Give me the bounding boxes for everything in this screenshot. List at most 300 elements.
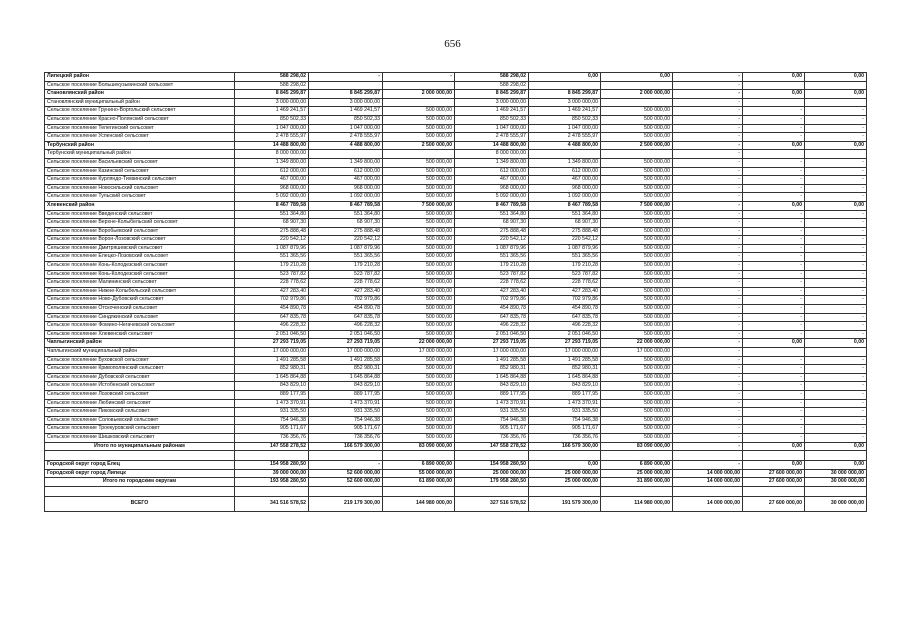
budget-table (44, 72, 867, 512)
value-cell-c9: - (805, 270, 867, 279)
value-cell-c9: 0,00 (805, 90, 867, 99)
value-cell-c5: 612 000,00 (529, 167, 601, 176)
table-row (45, 244, 867, 253)
value-cell-c7: - (673, 287, 743, 296)
value-cell-c5: 1 092 000,00 (529, 193, 601, 202)
value-cell-c7: - (673, 219, 743, 228)
value-cell-c8 (743, 98, 805, 107)
value-cell-c6: 114 980 000,00 (601, 496, 673, 511)
value-cell-c4: 1 491 285,58 (455, 356, 529, 365)
value-cell-c7: - (673, 176, 743, 185)
table-row (45, 433, 867, 442)
value-cell-c9: - (805, 167, 867, 176)
value-cell-c7: - (673, 124, 743, 133)
value-cell-c1: 702 979,86 (235, 296, 309, 305)
value-cell-c7: - (673, 442, 743, 451)
value-cell-c6: 500 000,00 (601, 356, 673, 365)
value-cell-c9 (805, 98, 867, 107)
value-cell-c3: 500 000,00 (383, 296, 455, 305)
value-cell-c9: - (805, 227, 867, 236)
value-cell-c2: 17 000 000,00 (309, 348, 383, 357)
value-cell-c8: 0,00 (743, 442, 805, 451)
value-cell-c2: 4 488 800,00 (309, 141, 383, 150)
table-row (45, 176, 867, 185)
value-cell-c9 (805, 348, 867, 357)
value-cell-c9: - (805, 210, 867, 219)
value-cell-c1: 931 335,50 (235, 408, 309, 417)
row-label-cell: Итого по муниципальным районам (45, 442, 235, 451)
row-label-cell: ВСЕГО (45, 496, 235, 511)
value-cell-c2: 3 000 000,00 (309, 98, 383, 107)
value-cell-c5: 427 283,40 (529, 287, 601, 296)
value-cell-c4: 588 298,02 (455, 73, 529, 82)
value-cell-c7: - (673, 279, 743, 288)
value-cell-c5: 889 177,95 (529, 390, 601, 399)
table-row (45, 236, 867, 245)
row-label-cell: Сельское поселение Тульский сельсовет (45, 193, 235, 202)
table-row (45, 158, 867, 167)
value-cell-c3: 500 000,00 (383, 322, 455, 331)
value-cell-c3: - (383, 73, 455, 82)
row-label-cell: Сельское поселение Ворон-Лозовский сельсовет (45, 236, 235, 245)
row-label-cell: Сельское поселение Любинский сельсовет (45, 399, 235, 408)
value-cell-c1: 427 283,40 (235, 287, 309, 296)
value-cell-c8: 0,00 (743, 339, 805, 348)
value-cell-c2: 702 979,86 (309, 296, 383, 305)
value-cell-c2: 850 502,33 (309, 115, 383, 124)
value-cell-c8: 0,00 (743, 73, 805, 82)
value-cell-c8: - (743, 356, 805, 365)
value-cell-c1: 1 469 241,57 (235, 107, 309, 116)
value-cell-c4: 327 516 578,52 (455, 496, 529, 511)
value-cell-c3: 500 000,00 (383, 365, 455, 374)
value-cell-c8 (743, 150, 805, 159)
value-cell-c2: 1 469 241,57 (309, 107, 383, 116)
value-cell-c8 (743, 451, 805, 461)
table-row (45, 408, 867, 417)
value-cell-c9: 0,00 (805, 442, 867, 451)
table-row (45, 262, 867, 271)
value-cell-c6: 500 000,00 (601, 287, 673, 296)
value-cell-c8: - (743, 322, 805, 331)
table-row (45, 98, 867, 107)
value-cell-c8: - (743, 382, 805, 391)
value-cell-c4: 467 000,00 (455, 176, 529, 185)
value-cell-c5: 1 349 800,00 (529, 158, 601, 167)
row-label-cell: Сельское поселение Фомино-Негачевский сельсовет (45, 322, 235, 331)
value-cell-c4: 852 980,31 (455, 365, 529, 374)
row-label-cell: Сельское поселение Конь-Колодезский сельсовет (45, 262, 235, 271)
value-cell-c9: - (805, 382, 867, 391)
value-cell-c9: - (805, 253, 867, 262)
value-cell-c1: 39 000 000,00 (235, 469, 309, 478)
value-cell-c9: - (805, 322, 867, 331)
value-cell-c8: - (743, 330, 805, 339)
value-cell-c3: 83 090 000,00 (383, 442, 455, 451)
value-cell-c1: 1 473 370,91 (235, 399, 309, 408)
row-label-cell: Сельское поселение Телегинский сельсовет (45, 124, 235, 133)
value-cell-c2: 179 210,28 (309, 262, 383, 271)
row-label-cell: Сельское поселение Васильевский сельсовет (45, 158, 235, 167)
table-row (45, 167, 867, 176)
value-cell-c5: 8 467 789,58 (529, 201, 601, 210)
row-label-cell: Чаплыгинский район (45, 339, 235, 348)
value-cell-c6: 2 000 000,00 (601, 90, 673, 99)
row-label-cell: Сельское поселение Курляндо-Тихвинский сельсовет (45, 176, 235, 185)
table-row (45, 193, 867, 202)
value-cell-c5 (529, 150, 601, 159)
value-cell-c3: 500 000,00 (383, 416, 455, 425)
value-cell-c5: 17 000 000,00 (529, 348, 601, 357)
value-cell-c6: 17 000 000,00 (601, 348, 673, 357)
value-cell-c7 (673, 451, 743, 461)
value-cell-c9: 0,00 (805, 73, 867, 82)
value-cell-c1: 1 047 000,00 (235, 124, 309, 133)
value-cell-c8: 27 600 000,00 (743, 478, 805, 487)
value-cell-c8: 27 600 000,00 (743, 469, 805, 478)
value-cell-c2: 467 000,00 (309, 176, 383, 185)
value-cell-c9: 0,00 (805, 339, 867, 348)
value-cell-c1: 341 516 578,52 (235, 496, 309, 511)
table-row (45, 451, 867, 461)
value-cell-c4: 427 283,40 (455, 287, 529, 296)
value-cell-c4: 8 000 000,00 (455, 150, 529, 159)
table-row (45, 442, 867, 451)
value-cell-c9: - (805, 425, 867, 434)
value-cell-c7: - (673, 236, 743, 245)
value-cell-c7: - (673, 313, 743, 322)
value-cell-c5: 1 047 000,00 (529, 124, 601, 133)
value-cell-c3: 500 000,00 (383, 253, 455, 262)
value-cell-c7: - (673, 296, 743, 305)
value-cell-c8: 0,00 (743, 141, 805, 150)
value-cell-c2: 228 778,62 (309, 279, 383, 288)
table-row (45, 356, 867, 365)
value-cell-c7: - (673, 322, 743, 331)
row-label-cell: Сельское поселение Новосильский сельсовет (45, 184, 235, 193)
value-cell-c8: - (743, 425, 805, 434)
value-cell-c2: 843 829,10 (309, 382, 383, 391)
table-row (45, 296, 867, 305)
value-cell-c1: 843 829,10 (235, 382, 309, 391)
value-cell-c7: - (673, 73, 743, 82)
value-cell-c2: 551 365,56 (309, 253, 383, 262)
value-cell-c8: - (743, 124, 805, 133)
value-cell-c6: 500 000,00 (601, 176, 673, 185)
value-cell-c3: 22 000 000,00 (383, 339, 455, 348)
budget-table-container (44, 72, 866, 512)
value-cell-c7: - (673, 373, 743, 382)
table-row (45, 339, 867, 348)
value-cell-c8 (743, 348, 805, 357)
value-cell-c7: - (673, 210, 743, 219)
value-cell-c2 (309, 150, 383, 159)
value-cell-c5: 8 845 299,87 (529, 90, 601, 99)
table-row (45, 425, 867, 434)
value-cell-c9: 30 000 000,00 (805, 496, 867, 511)
value-cell-c7: 14 000 000,00 (673, 469, 743, 478)
value-cell-c2: 27 293 719,05 (309, 339, 383, 348)
table-row (45, 348, 867, 357)
value-cell-c9 (805, 486, 867, 496)
value-cell-c4: 179 958 280,50 (455, 478, 529, 487)
value-cell-c5 (529, 486, 601, 496)
value-cell-c5: 523 787,82 (529, 270, 601, 279)
row-label-cell: Сельское поселение Ново-Дубовский сельсовет (45, 296, 235, 305)
value-cell-c6: 500 000,00 (601, 365, 673, 374)
value-cell-c2: - (309, 461, 383, 470)
value-cell-c3: 500 000,00 (383, 107, 455, 116)
value-cell-c6 (601, 150, 673, 159)
value-cell-c5: 702 979,86 (529, 296, 601, 305)
table-row (45, 322, 867, 331)
value-cell-c3: 55 000 000,00 (383, 469, 455, 478)
value-cell-c4: 612 000,00 (455, 167, 529, 176)
value-cell-c2: 2 051 046,50 (309, 330, 383, 339)
value-cell-c6: 500 000,00 (601, 244, 673, 253)
value-cell-c7: - (673, 262, 743, 271)
value-cell-c6 (601, 451, 673, 461)
value-cell-c8: - (743, 416, 805, 425)
value-cell-c5: 0,00 (529, 73, 601, 82)
value-cell-c6: 500 000,00 (601, 262, 673, 271)
table-row (45, 107, 867, 116)
table-row (45, 399, 867, 408)
value-cell-c5: 68 907,30 (529, 219, 601, 228)
value-cell-c1: 612 000,00 (235, 167, 309, 176)
value-cell-c6: 500 000,00 (601, 390, 673, 399)
value-cell-c5: 191 579 300,00 (529, 496, 601, 511)
value-cell-c2: 852 980,31 (309, 365, 383, 374)
value-cell-c1: 551 365,56 (235, 253, 309, 262)
value-cell-c8: - (743, 433, 805, 442)
value-cell-c2: 1 349 800,00 (309, 158, 383, 167)
value-cell-c9: - (805, 433, 867, 442)
value-cell-c1: 68 907,30 (235, 219, 309, 228)
value-cell-c7: - (673, 416, 743, 425)
value-cell-c3: 500 000,00 (383, 227, 455, 236)
value-cell-c4: 454 890,78 (455, 305, 529, 314)
value-cell-c2: 523 787,82 (309, 270, 383, 279)
value-cell-c7: 14 000 000,00 (673, 496, 743, 511)
value-cell-c4: 1 087 879,96 (455, 244, 529, 253)
value-cell-c8: - (743, 365, 805, 374)
value-cell-c2 (309, 451, 383, 461)
value-cell-c7: - (673, 98, 743, 107)
value-cell-c1: 27 293 719,05 (235, 339, 309, 348)
value-cell-c1: 220 542,12 (235, 236, 309, 245)
value-cell-c6: 500 000,00 (601, 373, 673, 382)
value-cell-c6: 25 000 000,00 (601, 469, 673, 478)
row-label-cell: Становлянский муниципальный район (45, 98, 235, 107)
table-row (45, 486, 867, 496)
value-cell-c1: 647 835,78 (235, 313, 309, 322)
value-cell-c1: 1 645 864,88 (235, 373, 309, 382)
table-row (45, 382, 867, 391)
value-cell-c6: 500 000,00 (601, 193, 673, 202)
value-cell-c6 (601, 81, 673, 90)
value-cell-c4 (455, 486, 529, 496)
value-cell-c3: 500 000,00 (383, 124, 455, 133)
value-cell-c6: 500 000,00 (601, 408, 673, 417)
value-cell-c9: - (805, 115, 867, 124)
value-cell-c9: - (805, 305, 867, 314)
value-cell-c6: 500 000,00 (601, 227, 673, 236)
value-cell-c4: 2 478 555,97 (455, 133, 529, 142)
value-cell-c2: 551 364,80 (309, 210, 383, 219)
value-cell-c7: - (673, 399, 743, 408)
value-cell-c2: 1 092 000,00 (309, 193, 383, 202)
value-cell-c8: - (743, 133, 805, 142)
value-cell-c4: 1 349 800,00 (455, 158, 529, 167)
value-cell-c7: - (673, 433, 743, 442)
value-cell-c9 (805, 150, 867, 159)
value-cell-c4: 551 364,80 (455, 210, 529, 219)
value-cell-c7: - (673, 107, 743, 116)
value-cell-c4: 496 228,32 (455, 322, 529, 331)
value-cell-c2: 1 047 000,00 (309, 124, 383, 133)
value-cell-c6: 500 000,00 (601, 236, 673, 245)
value-cell-c4: 8 845 299,87 (455, 90, 529, 99)
value-cell-c3: 500 000,00 (383, 433, 455, 442)
value-cell-c5: 220 542,12 (529, 236, 601, 245)
row-label-cell: Сельское поселение Введенский сельсовет (45, 210, 235, 219)
value-cell-c8: - (743, 390, 805, 399)
value-cell-c9: - (805, 244, 867, 253)
table-row (45, 227, 867, 236)
value-cell-c7: - (673, 461, 743, 470)
value-cell-c1: 14 488 800,00 (235, 141, 309, 150)
value-cell-c9: 30 000 000,00 (805, 469, 867, 478)
table-row (45, 150, 867, 159)
value-cell-c5: 454 890,78 (529, 305, 601, 314)
value-cell-c9: - (805, 287, 867, 296)
row-label-cell: Сельское поселение Лозовский сельсовет (45, 390, 235, 399)
value-cell-c6: 500 000,00 (601, 425, 673, 434)
value-cell-c3: 500 000,00 (383, 408, 455, 417)
row-label-cell: Тербунский район (45, 141, 235, 150)
value-cell-c5: 736 356,76 (529, 433, 601, 442)
value-cell-c5: 228 778,62 (529, 279, 601, 288)
value-cell-c2: 1 491 285,58 (309, 356, 383, 365)
value-cell-c9: - (805, 365, 867, 374)
value-cell-c8: - (743, 115, 805, 124)
value-cell-c1: 147 558 278,52 (235, 442, 309, 451)
row-label-cell: Сельское поселение Воробьевский сельсовет (45, 227, 235, 236)
value-cell-c4: 1 469 241,57 (455, 107, 529, 116)
value-cell-c5: 968 000,00 (529, 184, 601, 193)
value-cell-c6: 500 000,00 (601, 382, 673, 391)
value-cell-c6: 500 000,00 (601, 219, 673, 228)
row-label-cell: Сельское поселение Конь-Колодезский сельсовет (45, 270, 235, 279)
value-cell-c7 (673, 486, 743, 496)
value-cell-c4: 220 542,12 (455, 236, 529, 245)
value-cell-c5: 905 171,67 (529, 425, 601, 434)
value-cell-c7: - (673, 227, 743, 236)
value-cell-c6: 500 000,00 (601, 115, 673, 124)
value-cell-c8: - (743, 313, 805, 322)
row-label-cell: Сельское поселение Истобенский сельсовет (45, 382, 235, 391)
value-cell-c5: 1 473 370,91 (529, 399, 601, 408)
value-cell-c6 (601, 486, 673, 496)
row-label-cell: Сельское поселение Дмитряшевский сельсовет (45, 244, 235, 253)
value-cell-c1: 2 478 555,97 (235, 133, 309, 142)
value-cell-c1: 1 349 800,00 (235, 158, 309, 167)
table-row (45, 496, 867, 511)
table-row (45, 133, 867, 142)
value-cell-c8: - (743, 210, 805, 219)
value-cell-c4: 179 210,28 (455, 262, 529, 271)
value-cell-c7: - (673, 167, 743, 176)
value-cell-c3: 500 000,00 (383, 184, 455, 193)
value-cell-c3: 500 000,00 (383, 167, 455, 176)
value-cell-c3: 500 000,00 (383, 373, 455, 382)
value-cell-c9: - (805, 356, 867, 365)
value-cell-c5: 275 888,48 (529, 227, 601, 236)
row-label-cell: Тербунский муниципальный район (45, 150, 235, 159)
value-cell-c4: 68 907,30 (455, 219, 529, 228)
value-cell-c7: - (673, 365, 743, 374)
value-cell-c7: - (673, 184, 743, 193)
table-row (45, 201, 867, 210)
value-cell-c1: 228 778,62 (235, 279, 309, 288)
value-cell-c3 (383, 98, 455, 107)
value-cell-c5: 25 000 000,00 (529, 469, 601, 478)
value-cell-c7: 14 000 000,00 (673, 478, 743, 487)
value-cell-c9: 0,00 (805, 141, 867, 150)
value-cell-c2: 889 177,95 (309, 390, 383, 399)
value-cell-c4: 8 467 789,58 (455, 201, 529, 210)
value-cell-c6: 500 000,00 (601, 399, 673, 408)
value-cell-c2: 68 907,30 (309, 219, 383, 228)
value-cell-c7: - (673, 270, 743, 279)
value-cell-c6: 500 000,00 (601, 296, 673, 305)
value-cell-c1: 588 298,02 (235, 73, 309, 82)
value-cell-c7: - (673, 425, 743, 434)
value-cell-c3: 500 000,00 (383, 133, 455, 142)
value-cell-c9 (805, 451, 867, 461)
value-cell-c1: 454 890,78 (235, 305, 309, 314)
value-cell-c4: 736 356,76 (455, 433, 529, 442)
value-cell-c2: - (309, 73, 383, 82)
value-cell-c5: 852 980,31 (529, 365, 601, 374)
row-label-cell: Городской округ город Липецк (45, 469, 235, 478)
value-cell-c9: - (805, 107, 867, 116)
value-cell-c6 (601, 98, 673, 107)
table-row (45, 365, 867, 374)
value-cell-c2: 275 888,48 (309, 227, 383, 236)
value-cell-c1: 2 051 046,50 (235, 330, 309, 339)
value-cell-c4: 1 645 864,88 (455, 373, 529, 382)
table-row (45, 287, 867, 296)
value-cell-c3: 500 000,00 (383, 158, 455, 167)
value-cell-c2: 2 478 555,97 (309, 133, 383, 142)
row-label-cell: Сельское поселение Верхне-Колыбельский сельсовет (45, 219, 235, 228)
value-cell-c7: - (673, 356, 743, 365)
row-label-cell: Сельское поселение Большекузьминский сельсовет (45, 81, 235, 90)
row-label-cell: Сельское поселение Синдякинский сельсовет (45, 313, 235, 322)
value-cell-c9: - (805, 296, 867, 305)
value-cell-c4: 843 829,10 (455, 382, 529, 391)
value-cell-c1 (235, 486, 309, 496)
value-cell-c3: 61 890 000,00 (383, 478, 455, 487)
value-cell-c4: 931 335,50 (455, 408, 529, 417)
value-cell-c2 (309, 486, 383, 496)
value-cell-c9: - (805, 236, 867, 245)
value-cell-c5 (529, 451, 601, 461)
row-label-cell: Сельское поселение Буховской сельсовет (45, 356, 235, 365)
value-cell-c3 (383, 81, 455, 90)
